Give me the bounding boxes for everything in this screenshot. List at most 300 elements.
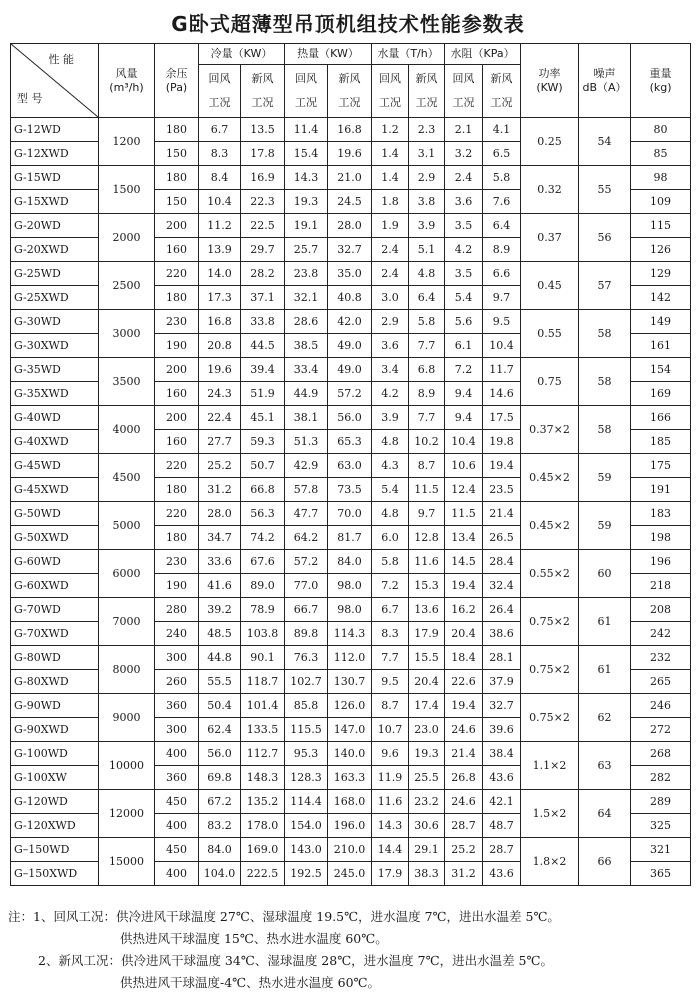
pressure-cell: 400: [155, 862, 199, 886]
water-r-cell: 9.5: [372, 670, 409, 694]
heat-f-cell: 84.0: [328, 550, 372, 574]
header-resistance: 水阻（KPa）: [445, 44, 521, 65]
cool-r-cell: 22.4: [199, 406, 241, 430]
res-r-cell: 11.5: [445, 502, 483, 526]
cool-r-cell: 41.6: [199, 574, 241, 598]
res-r-cell: 26.8: [445, 766, 483, 790]
water-f-cell: 23.2: [409, 790, 445, 814]
cool-r-cell: 56.0: [199, 742, 241, 766]
airflow-cell: 4000: [99, 406, 155, 454]
res-f-cell: 10.4: [483, 334, 521, 358]
header-cooling-fresh: [241, 65, 285, 118]
water-r-cell: 4.8: [372, 502, 409, 526]
water-f-cell: 29.1: [409, 838, 445, 862]
header-resistance-fresh: [483, 65, 521, 118]
header-condition-label: 回风: [295, 72, 318, 85]
res-f-cell: 38.6: [483, 622, 521, 646]
airflow-cell: 10000: [99, 742, 155, 790]
heat-f-cell: 40.8: [328, 286, 372, 310]
noise-cell: 63: [579, 742, 631, 790]
heat-r-cell: 38.5: [285, 334, 328, 358]
header-resistance-return: [445, 65, 483, 118]
cool-r-cell: 55.5: [199, 670, 241, 694]
weight-cell: 272: [631, 718, 691, 742]
water-r-cell: 4.2: [372, 382, 409, 406]
power-cell: 0.75: [521, 358, 579, 406]
header-condition-label: 工况: [379, 96, 402, 109]
res-r-cell: 3.5: [445, 214, 483, 238]
water-f-cell: 3.1: [409, 142, 445, 166]
heat-f-cell: 196.0: [328, 814, 372, 838]
heat-r-cell: 33.4: [285, 358, 328, 382]
cool-f-cell: 17.8: [241, 142, 285, 166]
table-row: [11, 406, 691, 430]
res-f-cell: 28.1: [483, 646, 521, 670]
cool-r-cell: 14.0: [199, 262, 241, 286]
weight-cell: 232: [631, 646, 691, 670]
res-f-cell: 38.4: [483, 742, 521, 766]
water-f-cell: 6.4: [409, 286, 445, 310]
water-r-cell: 8.7: [372, 694, 409, 718]
cool-f-cell: 56.3: [241, 502, 285, 526]
cool-r-cell: 48.5: [199, 622, 241, 646]
cool-f-cell: 148.3: [241, 766, 285, 790]
water-r-cell: 4.3: [372, 454, 409, 478]
water-f-cell: 19.3: [409, 742, 445, 766]
water-f-cell: 5.1: [409, 238, 445, 262]
pressure-cell: 220: [155, 262, 199, 286]
pressure-cell: 300: [155, 718, 199, 742]
res-r-cell: 2.4: [445, 166, 483, 190]
weight-cell: 196: [631, 550, 691, 574]
pressure-cell: 150: [155, 190, 199, 214]
cool-f-cell: 22.5: [241, 214, 285, 238]
cool-f-cell: 112.7: [241, 742, 285, 766]
heat-f-cell: 98.0: [328, 574, 372, 598]
header-pressure-unit: (Pa): [165, 80, 188, 94]
airflow-cell: 9000: [99, 694, 155, 742]
note-line-2: 供热进风干球温度 15℃、热水进水温度 60℃。: [120, 931, 388, 946]
header-condition-label: 工况: [338, 96, 361, 109]
model-cell: G-90WD: [11, 694, 99, 718]
cool-r-cell: 104.0: [199, 862, 241, 886]
cool-f-cell: 39.4: [241, 358, 285, 382]
header-water-return: [372, 65, 409, 118]
header-heating-fresh: [328, 65, 372, 118]
noise-cell: 55: [579, 166, 631, 214]
heat-r-cell: 19.3: [285, 190, 328, 214]
heat-r-cell: 51.3: [285, 430, 328, 454]
pressure-cell: 220: [155, 454, 199, 478]
pressure-cell: 180: [155, 286, 199, 310]
airflow-cell: 8000: [99, 646, 155, 694]
model-cell: G-70WD: [11, 598, 99, 622]
water-f-cell: 13.6: [409, 598, 445, 622]
airflow-cell: 6000: [99, 550, 155, 598]
header-weight-unit: (kg): [649, 80, 672, 94]
pressure-cell: 190: [155, 574, 199, 598]
header-condition-label: 工况: [251, 96, 274, 109]
water-r-cell: 1.4: [372, 142, 409, 166]
cool-r-cell: 17.3: [199, 286, 241, 310]
heat-f-cell: 73.5: [328, 478, 372, 502]
cool-f-cell: 135.2: [241, 790, 285, 814]
cool-r-cell: 67.2: [199, 790, 241, 814]
airflow-cell: 15000: [99, 838, 155, 886]
header-noise-unit: dB（A）: [582, 80, 627, 94]
pressure-cell: 300: [155, 646, 199, 670]
heat-r-cell: 11.4: [285, 118, 328, 142]
heat-f-cell: 245.0: [328, 862, 372, 886]
model-cell: G-120XWD: [11, 814, 99, 838]
model-cell: G-45XWD: [11, 478, 99, 502]
res-r-cell: 19.4: [445, 574, 483, 598]
table-row: [11, 358, 691, 382]
cool-r-cell: 39.2: [199, 598, 241, 622]
res-r-cell: 31.2: [445, 862, 483, 886]
water-r-cell: 3.0: [372, 286, 409, 310]
cool-f-cell: 133.5: [241, 718, 285, 742]
water-r-cell: 6.7: [372, 598, 409, 622]
heat-f-cell: 24.5: [328, 190, 372, 214]
model-cell: G–150WD: [11, 838, 99, 862]
cool-f-cell: 169.0: [241, 838, 285, 862]
heat-r-cell: 57.8: [285, 478, 328, 502]
res-f-cell: 9.5: [483, 310, 521, 334]
water-f-cell: 17.9: [409, 622, 445, 646]
res-f-cell: 4.1: [483, 118, 521, 142]
model-cell: G-80WD: [11, 646, 99, 670]
table-row: [11, 790, 691, 814]
heat-f-cell: 140.0: [328, 742, 372, 766]
cool-f-cell: 89.0: [241, 574, 285, 598]
header-condition-label: 工况: [452, 96, 475, 109]
water-f-cell: 4.8: [409, 262, 445, 286]
header-performance: 性 能: [48, 53, 74, 66]
water-r-cell: 5.4: [372, 478, 409, 502]
noise-cell: 60: [579, 550, 631, 598]
heat-f-cell: 126.0: [328, 694, 372, 718]
airflow-cell: 1200: [99, 118, 155, 166]
res-f-cell: 28.4: [483, 550, 521, 574]
heat-f-cell: 114.3: [328, 622, 372, 646]
heat-r-cell: 143.0: [285, 838, 328, 862]
cool-f-cell: 37.1: [241, 286, 285, 310]
cool-f-cell: 118.7: [241, 670, 285, 694]
pressure-cell: 200: [155, 358, 199, 382]
noise-cell: 58: [579, 406, 631, 454]
water-r-cell: 2.9: [372, 310, 409, 334]
res-r-cell: 19.4: [445, 694, 483, 718]
cool-f-cell: 16.9: [241, 166, 285, 190]
header-condition-label: 回风: [379, 72, 402, 85]
pressure-cell: 200: [155, 214, 199, 238]
power-cell: 1.5×2: [521, 790, 579, 838]
page-title: G卧式超薄型吊顶机组技术性能参数表: [171, 12, 525, 36]
heat-r-cell: 42.9: [285, 454, 328, 478]
water-r-cell: 2.4: [372, 238, 409, 262]
cool-r-cell: 25.2: [199, 454, 241, 478]
heat-r-cell: 28.6: [285, 310, 328, 334]
model-cell: G-35WD: [11, 358, 99, 382]
res-f-cell: 6.4: [483, 214, 521, 238]
airflow-cell: 3000: [99, 310, 155, 358]
header-condition-label: 工况: [490, 96, 513, 109]
res-f-cell: 28.7: [483, 838, 521, 862]
water-r-cell: 9.6: [372, 742, 409, 766]
cool-r-cell: 11.2: [199, 214, 241, 238]
water-r-cell: 1.8: [372, 190, 409, 214]
water-f-cell: 15.3: [409, 574, 445, 598]
model-cell: G-90XWD: [11, 718, 99, 742]
heat-f-cell: 70.0: [328, 502, 372, 526]
res-r-cell: 22.6: [445, 670, 483, 694]
water-f-cell: 38.3: [409, 862, 445, 886]
water-r-cell: 5.8: [372, 550, 409, 574]
header-condition-label: 新风: [415, 72, 438, 85]
cool-r-cell: 62.4: [199, 718, 241, 742]
pressure-cell: 450: [155, 838, 199, 862]
res-f-cell: 48.7: [483, 814, 521, 838]
power-cell: 0.45×2: [521, 502, 579, 550]
heat-r-cell: 115.5: [285, 718, 328, 742]
weight-cell: 289: [631, 790, 691, 814]
table-row: [11, 550, 691, 574]
water-f-cell: 9.7: [409, 502, 445, 526]
noise-cell: 58: [579, 358, 631, 406]
water-r-cell: 6.0: [372, 526, 409, 550]
cool-f-cell: 101.4: [241, 694, 285, 718]
power-cell: 1.8×2: [521, 838, 579, 886]
header-condition-label: 工况: [415, 96, 438, 109]
weight-cell: 98: [631, 166, 691, 190]
power-cell: 0.32: [521, 166, 579, 214]
cool-f-cell: 45.1: [241, 406, 285, 430]
table-row: [11, 118, 691, 142]
water-f-cell: 20.4: [409, 670, 445, 694]
res-r-cell: 20.4: [445, 622, 483, 646]
header-condition-label: 新风: [251, 72, 274, 85]
header-cooling: 冷量（KW）: [199, 44, 285, 65]
res-f-cell: 6.5: [483, 142, 521, 166]
weight-cell: 129: [631, 262, 691, 286]
notes: [8, 906, 688, 994]
heat-r-cell: 64.2: [285, 526, 328, 550]
model-cell: G-100XW: [11, 766, 99, 790]
cool-r-cell: 31.2: [199, 478, 241, 502]
header-condition-label: 工况: [208, 96, 231, 109]
water-f-cell: 2.3: [409, 118, 445, 142]
heat-r-cell: 44.9: [285, 382, 328, 406]
table-row: [11, 694, 691, 718]
res-r-cell: 7.2: [445, 358, 483, 382]
water-f-cell: 3.9: [409, 214, 445, 238]
model-cell: G-120WD: [11, 790, 99, 814]
table-row: [11, 502, 691, 526]
weight-cell: 161: [631, 334, 691, 358]
power-cell: 0.75×2: [521, 694, 579, 742]
heat-f-cell: 56.0: [328, 406, 372, 430]
heat-f-cell: 163.3: [328, 766, 372, 790]
power-cell: 0.75×2: [521, 598, 579, 646]
res-r-cell: 2.1: [445, 118, 483, 142]
water-f-cell: 30.6: [409, 814, 445, 838]
res-r-cell: 3.5: [445, 262, 483, 286]
res-r-cell: 5.6: [445, 310, 483, 334]
heat-r-cell: 95.3: [285, 742, 328, 766]
water-f-cell: 8.9: [409, 382, 445, 406]
res-f-cell: 39.6: [483, 718, 521, 742]
cool-f-cell: 78.9: [241, 598, 285, 622]
model-cell: G-12WD: [11, 118, 99, 142]
water-r-cell: 4.8: [372, 430, 409, 454]
noise-cell: 66: [579, 838, 631, 886]
header-noise-label: 噪声: [593, 66, 616, 80]
heat-r-cell: 154.0: [285, 814, 328, 838]
pressure-cell: 230: [155, 550, 199, 574]
water-r-cell: 1.4: [372, 166, 409, 190]
header-noise: [579, 44, 631, 118]
water-r-cell: 8.3: [372, 622, 409, 646]
header-diagonal-cell: [11, 44, 99, 118]
note-line-3: 2、新风工况：供冷进风干球温度 34℃、湿球温度 28℃，进水温度 7℃，进出水温差 5℃。: [38, 953, 553, 968]
heat-r-cell: 102.7: [285, 670, 328, 694]
res-f-cell: 5.8: [483, 166, 521, 190]
water-r-cell: 14.3: [372, 814, 409, 838]
header-water-fresh: [409, 65, 445, 118]
heat-r-cell: 15.4: [285, 142, 328, 166]
heat-r-cell: 66.7: [285, 598, 328, 622]
res-f-cell: 23.5: [483, 478, 521, 502]
cool-f-cell: 222.5: [241, 862, 285, 886]
model-cell: G-60WD: [11, 550, 99, 574]
power-cell: 0.37: [521, 214, 579, 262]
header-power-label: 功率: [538, 66, 561, 80]
water-r-cell: 1.9: [372, 214, 409, 238]
heat-r-cell: 57.2: [285, 550, 328, 574]
heat-r-cell: 128.3: [285, 766, 328, 790]
weight-cell: 208: [631, 598, 691, 622]
heat-f-cell: 32.7: [328, 238, 372, 262]
weight-cell: 242: [631, 622, 691, 646]
header-weight-label: 重量: [649, 66, 672, 80]
header-airflow: [99, 44, 155, 118]
res-f-cell: 43.6: [483, 862, 521, 886]
water-f-cell: 17.4: [409, 694, 445, 718]
cool-r-cell: 19.6: [199, 358, 241, 382]
res-r-cell: 16.2: [445, 598, 483, 622]
heat-f-cell: 210.0: [328, 838, 372, 862]
cool-r-cell: 27.7: [199, 430, 241, 454]
noise-cell: 54: [579, 118, 631, 166]
pressure-cell: 260: [155, 670, 199, 694]
weight-cell: 175: [631, 454, 691, 478]
res-r-cell: 3.6: [445, 190, 483, 214]
noise-cell: 59: [579, 502, 631, 550]
weight-cell: 142: [631, 286, 691, 310]
cool-r-cell: 8.4: [199, 166, 241, 190]
water-f-cell: 25.5: [409, 766, 445, 790]
power-cell: 0.55×2: [521, 550, 579, 598]
weight-cell: 218: [631, 574, 691, 598]
cool-r-cell: 16.8: [199, 310, 241, 334]
res-r-cell: 9.4: [445, 406, 483, 430]
noise-cell: 61: [579, 598, 631, 646]
airflow-cell: 2000: [99, 214, 155, 262]
model-cell: G-100WD: [11, 742, 99, 766]
weight-cell: 268: [631, 742, 691, 766]
power-cell: 0.55: [521, 310, 579, 358]
res-r-cell: 12.4: [445, 478, 483, 502]
heat-r-cell: 114.4: [285, 790, 328, 814]
airflow-cell: 5000: [99, 502, 155, 550]
res-f-cell: 11.7: [483, 358, 521, 382]
cool-r-cell: 83.2: [199, 814, 241, 838]
cool-f-cell: 28.2: [241, 262, 285, 286]
water-f-cell: 11.6: [409, 550, 445, 574]
heat-r-cell: 23.8: [285, 262, 328, 286]
pressure-cell: 240: [155, 622, 199, 646]
cool-r-cell: 20.8: [199, 334, 241, 358]
heat-f-cell: 57.2: [328, 382, 372, 406]
heat-f-cell: 28.0: [328, 214, 372, 238]
res-f-cell: 26.4: [483, 598, 521, 622]
cool-r-cell: 8.3: [199, 142, 241, 166]
weight-cell: 321: [631, 838, 691, 862]
noise-cell: 59: [579, 454, 631, 502]
weight-cell: 183: [631, 502, 691, 526]
model-cell: G-12XWD: [11, 142, 99, 166]
water-r-cell: 10.7: [372, 718, 409, 742]
header-power-unit: (KW): [536, 80, 563, 94]
res-f-cell: 26.5: [483, 526, 521, 550]
cool-f-cell: 59.3: [241, 430, 285, 454]
airflow-cell: 1500: [99, 166, 155, 214]
header-weight: [631, 44, 691, 118]
res-f-cell: 32.7: [483, 694, 521, 718]
water-f-cell: 12.8: [409, 526, 445, 550]
water-f-cell: 7.7: [409, 334, 445, 358]
spec-table: [10, 43, 691, 886]
cool-f-cell: 22.3: [241, 190, 285, 214]
header-pressure-label: 余压: [165, 66, 188, 80]
noise-cell: 62: [579, 694, 631, 742]
res-f-cell: 32.4: [483, 574, 521, 598]
weight-cell: 282: [631, 766, 691, 790]
model-cell: G-80XWD: [11, 670, 99, 694]
table-row: [11, 646, 691, 670]
heat-f-cell: 19.6: [328, 142, 372, 166]
header-model: 型 号: [17, 92, 43, 105]
res-r-cell: 6.1: [445, 334, 483, 358]
weight-cell: 185: [631, 430, 691, 454]
noise-cell: 61: [579, 646, 631, 694]
header-condition-label: 新风: [338, 72, 361, 85]
heat-r-cell: 85.8: [285, 694, 328, 718]
cool-r-cell: 44.8: [199, 646, 241, 670]
model-cell: G-15WD: [11, 166, 99, 190]
model-cell: G-60XWD: [11, 574, 99, 598]
cool-f-cell: 44.5: [241, 334, 285, 358]
model-cell: G-25XWD: [11, 286, 99, 310]
heat-f-cell: 42.0: [328, 310, 372, 334]
heat-r-cell: 25.7: [285, 238, 328, 262]
table-header: [11, 44, 691, 118]
noise-cell: 57: [579, 262, 631, 310]
pressure-cell: 160: [155, 382, 199, 406]
cool-r-cell: 6.7: [199, 118, 241, 142]
cool-r-cell: 33.6: [199, 550, 241, 574]
